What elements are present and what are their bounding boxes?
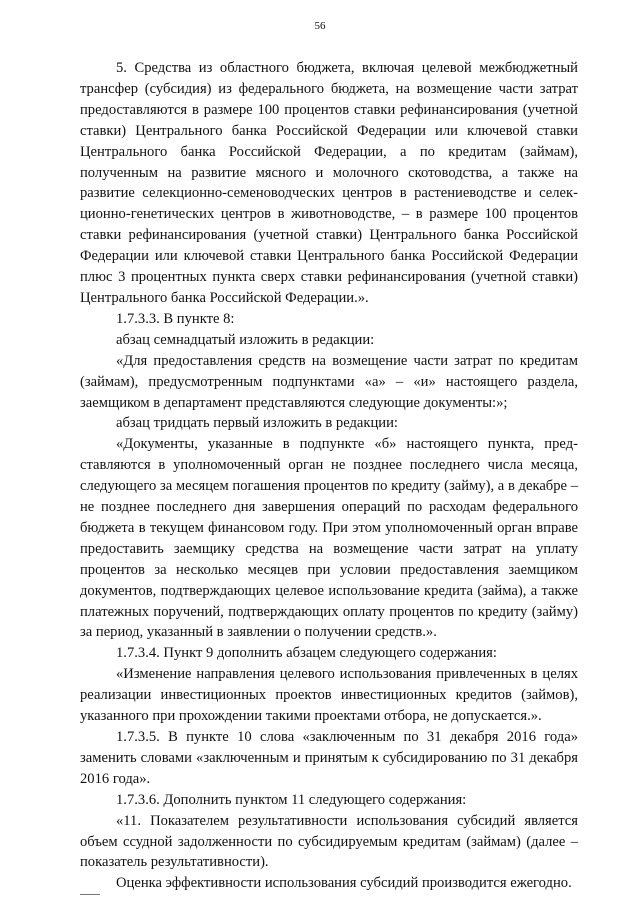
paragraph-1-7-3-5: 1.7.3.5. В пункте 10 слова «заключенным по 31 декабря 2016 года» заменить словами «заключенным и принятым к субсидированию по 31 декабря 2016 года».	[80, 729, 578, 787]
paragraph-performance-indicator: «11. Показателем результативности использования субсидий является объем ссудной задолженности по субсидируемым кредитам (займам) (далее – показатель результативности).	[80, 812, 578, 871]
paragraph-seventeenth-abzac: абзац семнадцатый изложить в редакции:	[116, 331, 375, 348]
bottom-rule	[80, 894, 100, 895]
paragraph-target-use-change: «Изменение направления целевого использования привлеченных в целях реализации инвестиционных проектов инвестиционных кредитов (займов), указанного при прохождении такими проектами отбора, не допускается.».	[80, 666, 578, 725]
paragraph-documents-submission: «Документы, указанные в подпункте «б» настоящего пункта, представляются в уполномоченный орган не позднее последнего числа месяца, следующего за месяцем погашения процентов по кредиту (займу), а в декабре – не позднее последнего дня завершения операций по расходам федерального бюджета в текущем финансовом году. При этом уполномоченный орган вправе предоставить заемщику средства на возмещение части затрат на уплату процентов за несколько месяцев при условии предоставления заемщиком документов, подтверждающих целевое использование кредита (займа), а также платежных поручений, подтверждающих оплату процентов по кредиту (займу) за период, указанный в заявлении о получении средств.».	[80, 436, 578, 641]
document-body	[80, 58, 578, 894]
paragraph-1-7-3-6: 1.7.3.6. Дополнить пунктом 11 следующего содержания:	[116, 791, 467, 808]
paragraph-thirty-first-abzac: абзац тридцать первый изложить в редакции:	[116, 415, 398, 432]
paragraph-1-7-3-3: 1.7.3.3. В пункте 8:	[116, 310, 235, 327]
paragraph-efficiency-assessment: Оценка эффективности использования субсидий производится ежегодно.	[116, 875, 572, 892]
paragraph-1-7-3-4: 1.7.3.4. Пункт 9 дополнить абзацем следующего содержания:	[116, 645, 497, 662]
page-number: 56	[314, 20, 326, 32]
paragraph-documents-list: «Для предоставления средств на возмещение части затрат по кредитам (займам), предусмотренным подпунктами «а» – «и» настоящего раздела, заемщиком в департамент представляются следующие документы:»;	[80, 352, 578, 411]
paragraph-funding-rates: 5. Средства из областного бюджета, включая целевой межбюджетный трансфер (субсидия) из федерального бюджета, на возмещение части затрат предоставляются в размере 100 процентов ставки рефинансирования (учетной ставки) Центрального банка Российской Федерации или ключевой ставки Центрального банка Российской Федерации, а по кредитам (займам), полученным на развитие мясного и молочного скотоводства, а также на развитие селекционно-семеноводческих центров в растениеводстве и селекционно-генетических центров в животноводстве, – в размере 100 процентов ставки рефинансирования (учетной ставки) Центрального банка Российской Федерации или ключевой ставки Центрального банка Российской Федерации плюс 3 процентных пункта сверх ставки рефинансирования (учетной ставки) Центрального банка Российской Федерации.».	[80, 60, 578, 306]
